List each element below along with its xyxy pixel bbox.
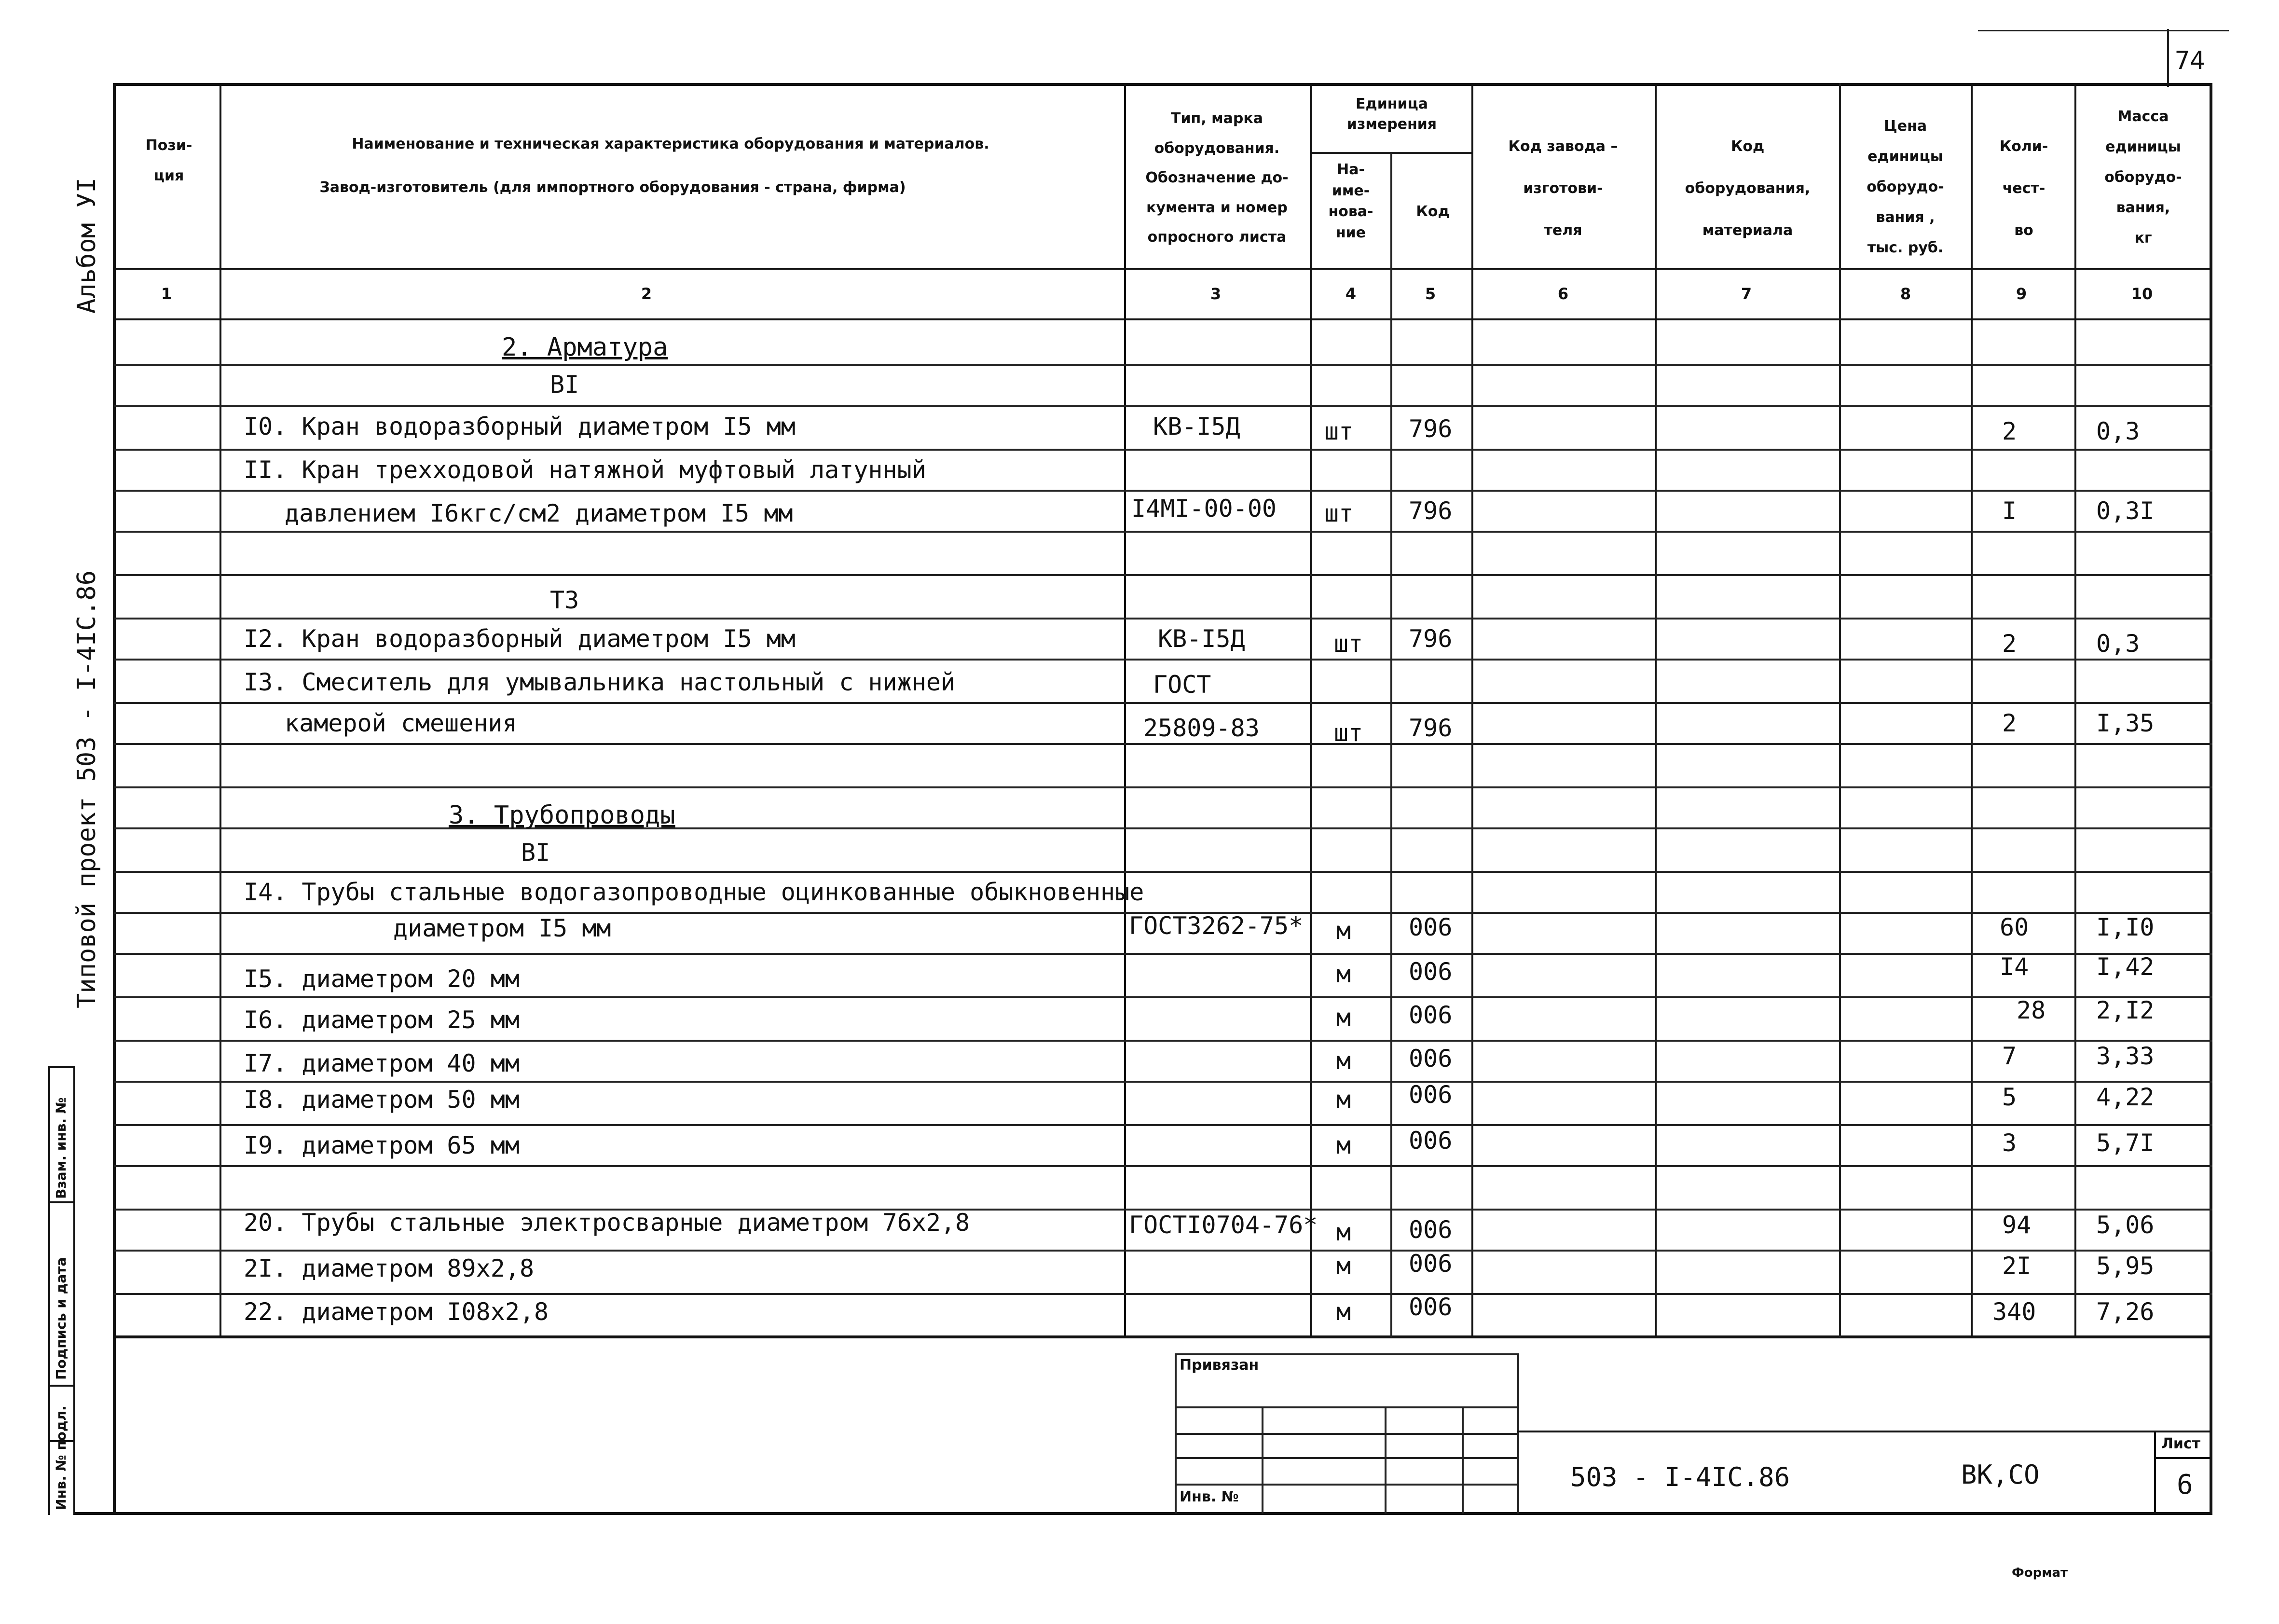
item-type: КВ-I5Д [1158,625,1245,653]
colnum-9: 9 [2016,285,2027,303]
item-mass: 3,33 [2096,1042,2155,1070]
stamp-inv-label: Инв. № подл. [53,1405,69,1510]
item-unit: м [1336,1047,1351,1075]
colnum-6: 6 [1557,285,1569,303]
header-unit-name: На- име- нова- ние [1328,161,1373,241]
item-qty: 2 [2002,417,2017,445]
row-line [114,1081,2212,1083]
item-code: 006 [1409,1081,1453,1109]
item-type: ГОСТI0704-76* [1129,1211,1318,1239]
privyazan-label: Привязан [1180,1357,1259,1374]
header-name-line2: Завод-изготовитель (для импортного оборудования - страна, фирма) [319,179,906,196]
item-qty: 60 [2000,913,2029,941]
document-mark: ВК,СО [1961,1459,2040,1490]
row-line [114,953,2212,955]
stamp-sep-3 [48,1385,75,1387]
frame-left [113,83,116,1514]
item-name: I8. диаметром 50 мм [244,1086,520,1114]
colnum-3: 3 [1210,285,1222,303]
header-unit-code: Код [1416,203,1450,220]
item-code: 796 [1409,415,1453,443]
vline-c9 [2074,83,2076,1337]
header-name-line1: Наименование и техническая характеристика оборудования и материалов. [352,136,989,152]
row-line [114,449,2212,451]
colnum-4: 4 [1345,285,1357,303]
table-bottom [114,1335,2212,1338]
item-qty: I [2002,497,2017,525]
item-name: I3. Смеситель для умывальника настольный с нижней [244,668,956,696]
row-line [114,574,2212,576]
item-mass: 0,3 [2096,630,2140,658]
item-name: камерой смешения [285,709,517,737]
frame-top [114,83,2212,86]
header-qty: Коли- чест- во [1999,138,2048,239]
item-name: I7. диаметром 40 мм [244,1049,520,1077]
item-mass: 5,06 [2096,1211,2155,1239]
project-label: Типовой проект 503 - I-4IC.86 [72,570,101,1008]
item-code: 006 [1409,1127,1453,1155]
frame-right [2210,83,2212,1514]
header-price: Цена единицы оборудо- вания , тыс. руб. [1867,118,1944,256]
item-code: 006 [1409,1045,1453,1073]
document-code: 503 - I-4IC.86 [1570,1462,1790,1492]
item-name: 22. диаметром I08x2,8 [244,1298,549,1326]
inv-no-label: Инв. № [1180,1488,1239,1505]
privyazan-line-4 [1175,1484,1517,1486]
vline-c1 [220,83,221,1337]
item-code: 006 [1409,1250,1453,1278]
item-code: 796 [1409,714,1453,742]
item-qty: 340 [1992,1298,2036,1326]
row-line [114,364,2212,366]
item-mass: I,42 [2096,953,2155,981]
item-name: 20. Трубы стальные электросварные диаметром 76x2,8 [244,1209,970,1237]
item-mass: 0,3I [2096,497,2155,525]
row-line [114,996,2212,998]
item-name: 2I. диаметром 89x2,8 [244,1254,535,1282]
item-mass: 7,26 [2096,1298,2155,1326]
item-mass: 5,7I [2096,1129,2155,1157]
item-unit: м [1336,1298,1351,1326]
row-line [114,871,2212,873]
item-qty: I4 [2000,953,2029,981]
row-line [114,531,2212,533]
header-type: Тип, марка оборудования. Обозначение до- кумента и номер опросного листа [1145,110,1289,246]
header-position: Пози- ция [145,137,192,184]
item-name: I5. диаметром 20 мм [244,965,520,993]
item-qty: 5 [2002,1083,2017,1111]
item-type: КВ-I5Д [1153,413,1240,440]
item-code: 796 [1409,625,1453,653]
item-type: I4MI-00-00 [1131,495,1277,523]
sheet-number: 6 [2177,1469,2193,1500]
vline-c3 [1310,83,1312,1337]
item-qty: 2 [2002,709,2017,737]
item-unit: шт [1324,499,1354,527]
vline-c5 [1471,83,1473,1337]
row-line [114,1293,2212,1295]
sheet-label: Лист [2161,1435,2201,1452]
item-code: 006 [1409,1293,1453,1321]
privyazan-top [1175,1353,1517,1355]
item-unit: шт [1334,630,1363,658]
sheet-box-mid [2154,1457,2212,1459]
section-truby: 3. Трубопроводы [449,801,675,830]
item-code: 006 [1409,1001,1453,1029]
sheet-box-left [2154,1431,2156,1513]
item-name: I9. диаметром 65 мм [244,1131,520,1159]
page-number-box-top [1978,30,2229,31]
privyazan-line-3 [1175,1457,1517,1459]
frame-bottom [73,1512,2212,1515]
item-qty: 3 [2002,1129,2017,1157]
item-qty: 28 [2017,996,2046,1024]
row-line [114,659,2212,661]
item-qty: 2 [2002,630,2017,658]
stamp-sep-1 [48,1066,75,1068]
colnum-bottom [114,318,2212,320]
item-qty: 2I [2002,1252,2032,1280]
item-name: I6. диаметром 25 мм [244,1006,520,1034]
item-mass: 4,22 [2096,1083,2155,1111]
colnum-8: 8 [1900,285,1911,303]
privyazan-col-3 [1462,1406,1464,1514]
item-mass: I,35 [2096,709,2155,737]
privyazan-col-1 [1262,1406,1263,1514]
row-line [114,1165,2212,1167]
header-factory-code: Код завода – изготови- теля [1508,138,1618,239]
header-equipment-code: Код оборудования, материала [1685,138,1811,239]
item-qty: 7 [2002,1042,2017,1070]
colnum-1: 1 [161,285,172,303]
row-line [114,1040,2212,1042]
row-line [114,827,2212,829]
vline-c7 [1839,83,1841,1337]
section-b1-a: BI [550,371,579,399]
item-code: 006 [1409,958,1453,986]
row-line [114,1124,2212,1126]
row-line [114,1250,2212,1252]
section-t3: Т3 [550,586,579,614]
item-name: I0. Кран водоразборный диаметром I5 мм [244,413,796,440]
item-unit: м [1336,1252,1351,1280]
privyazan-line-1 [1175,1406,1517,1408]
titleblock-top [1517,1431,2212,1432]
privyazan-right [1517,1353,1519,1514]
item-mass: 2,I2 [2096,996,2155,1024]
album-label: Альбом УI [72,178,101,314]
item-name: I2. Кран водоразборный диаметром I5 мм [244,625,796,653]
item-code: 006 [1409,1216,1453,1244]
item-type: ГОСТ [1153,671,1211,699]
item-name: давлением I6кгс/см2 диаметром I5 мм [285,499,793,527]
item-unit: шт [1324,417,1354,445]
stamp-strip-left [48,1066,50,1515]
vline-c8 [1971,83,1973,1337]
row-line [114,405,2212,407]
item-unit: м [1336,1086,1351,1114]
privyazan-col-2 [1385,1406,1387,1514]
page-number: 74 [2175,46,2205,75]
item-mass: 0,3 [2096,417,2140,445]
stamp-vzam-label: Взам. инв. № [53,1097,69,1199]
row-line [114,490,2212,492]
item-unit: м [1336,917,1351,945]
header-bottom [114,268,2212,270]
colnum-5: 5 [1425,285,1436,303]
item-type: 25809-83 [1143,714,1260,742]
header-unit: Единица измерения [1346,96,1437,133]
colnum-2: 2 [641,285,652,303]
vline-c6 [1655,83,1657,1337]
vline-c2 [1124,83,1126,1337]
stamp-podpis-label: Подпись и дата [53,1257,69,1380]
item-unit: м [1336,1218,1351,1246]
row-line [114,743,2212,745]
format-note: Формат [2012,1566,2068,1580]
section-b1-b: BI [521,839,550,867]
item-name: диаметром I5 мм [393,914,611,942]
item-unit: м [1336,1131,1351,1159]
item-name: II. Кран трехходовой натяжной муфтовый латунный [244,456,926,484]
item-type: ГОСТ3262-75* [1129,912,1304,940]
row-line [114,786,2212,788]
item-unit: м [1336,960,1351,988]
item-qty: 94 [2002,1211,2032,1239]
row-line [114,618,2212,619]
item-unit: м [1336,1004,1351,1032]
header-mass: Масса единицы оборудо- вания, кг [2104,108,2182,247]
row-line [114,702,2212,704]
item-unit: шт [1334,719,1363,747]
stamp-strip-mid [73,1066,75,1515]
section-armatura: 2. Арматура [502,333,668,362]
stamp-sep-2 [48,1201,75,1203]
item-mass: 5,95 [2096,1252,2155,1280]
page-number-box-left [2167,29,2169,87]
colnum-7: 7 [1741,285,1752,303]
privyazan-line-2 [1175,1433,1517,1435]
item-name: I4. Трубы стальные водогазопроводные оцинкованные обыкновенные [244,878,1144,906]
colnum-10: 10 [2131,285,2153,303]
item-code: 796 [1409,497,1453,525]
item-mass: I,I0 [2096,913,2155,941]
item-code: 006 [1409,913,1453,941]
